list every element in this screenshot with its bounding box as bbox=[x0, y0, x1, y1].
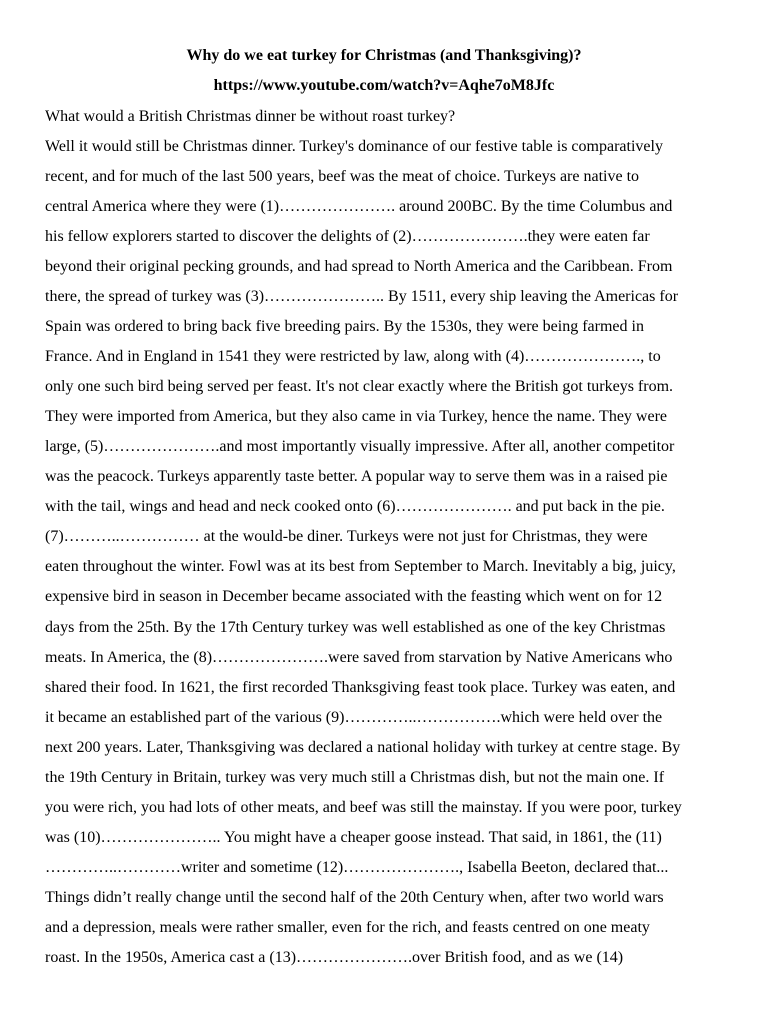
body-line: the 19th Century in Britain, turkey was very much still a Christmas dish, but not the main one. If bbox=[45, 769, 665, 786]
body-line: beyond their original pecking grounds, and had spread to North America and the Caribbean. From bbox=[45, 258, 673, 275]
body-line: recent, and for much of the last 500 years, beef was the meat of choice. Turkeys are native to bbox=[45, 168, 640, 185]
body-line: roast. In the 1950s, America cast a (13)………………….over British food, and as we (14) bbox=[45, 949, 624, 966]
body-line: meats. In America, the (8)………………….were saved from starvation by Native Americans who bbox=[45, 649, 673, 666]
body-line: it became an established part of the various (9)…………..…………….which were held over the bbox=[45, 709, 663, 726]
body-line: with the tail, wings and head and neck cooked onto (6)…………………. and put back in the pie. bbox=[45, 498, 665, 515]
body-line: was (10)………………….. You might have a cheaper goose instead. That said, in 1861, the (11) bbox=[45, 829, 662, 846]
body-line: days from the 25th. By the 17th Century turkey was well established as one of the key Christmas bbox=[45, 619, 666, 636]
body-line: and a depression, meals were rather smaller, even for the rich, and feasts centred on one meaty bbox=[45, 919, 650, 936]
body-line: only one such bird being served per feast. It's not clear exactly where the British got turkeys from. bbox=[45, 378, 674, 395]
body-line: expensive bird in season in December became associated with the feasting which went on for 12 bbox=[45, 588, 663, 605]
body-line: large, (5)………………….and most importantly visually impressive. After all, another competitor bbox=[45, 438, 675, 455]
body-line: Spain was ordered to bring back five breeding pairs. By the 1530s, they were being farmed in bbox=[45, 318, 644, 335]
body-line: (7)………..…………… at the would-be diner. Turkeys were not just for Christmas, they were bbox=[45, 528, 648, 545]
body-line: Things didn’t really change until the second half of the 20th Century when, after two world wars bbox=[45, 889, 664, 906]
body-line: …………..…………writer and sometime (12)…………………., Isabella Beeton, declared that... bbox=[45, 859, 669, 876]
body-line: was the peacock. Turkeys apparently taste better. A popular way to serve them was in a raised pie bbox=[45, 468, 668, 485]
document-title: Why do we eat turkey for Christmas (and Thanksgiving)? bbox=[186, 47, 582, 64]
body-line: They were imported from America, but they also came in via Turkey, hence the name. They were bbox=[45, 408, 668, 425]
body-line: you were rich, you had lots of other meats, and beef was still the mainstay. If you were poor, turkey bbox=[45, 799, 682, 816]
body-line: France. And in England in 1541 they were restricted by law, along with (4)…………………., to bbox=[45, 348, 661, 365]
body-line: central America where they were (1)…………………. around 200BC. By the time Columbus and bbox=[45, 198, 673, 215]
body-line: eaten throughout the winter. Fowl was at its best from September to March. Inevitably a big, juicy, bbox=[45, 558, 676, 575]
body-line: shared their food. In 1621, the first recorded Thanksgiving feast took place. Turkey was eaten, and bbox=[45, 679, 676, 696]
body-line: there, the spread of turkey was (3)………………….. By 1511, every ship leaving the Americas for bbox=[45, 288, 679, 305]
video-url[interactable]: https://www.youtube.com/watch?v=Aqhe7oM8Jfc bbox=[213, 77, 555, 94]
body-line: next 200 years. Later, Thanksgiving was declared a national holiday with turkey at centre stage. By bbox=[45, 739, 681, 756]
body-line: his fellow explorers started to discover the delights of (2)………………….they were eaten far bbox=[45, 228, 650, 245]
body-line: What would a British Christmas dinner be without roast turkey? bbox=[45, 108, 456, 125]
body-line: Well it would still be Christmas dinner. Turkey's dominance of our festive table is comparatively bbox=[45, 138, 663, 155]
